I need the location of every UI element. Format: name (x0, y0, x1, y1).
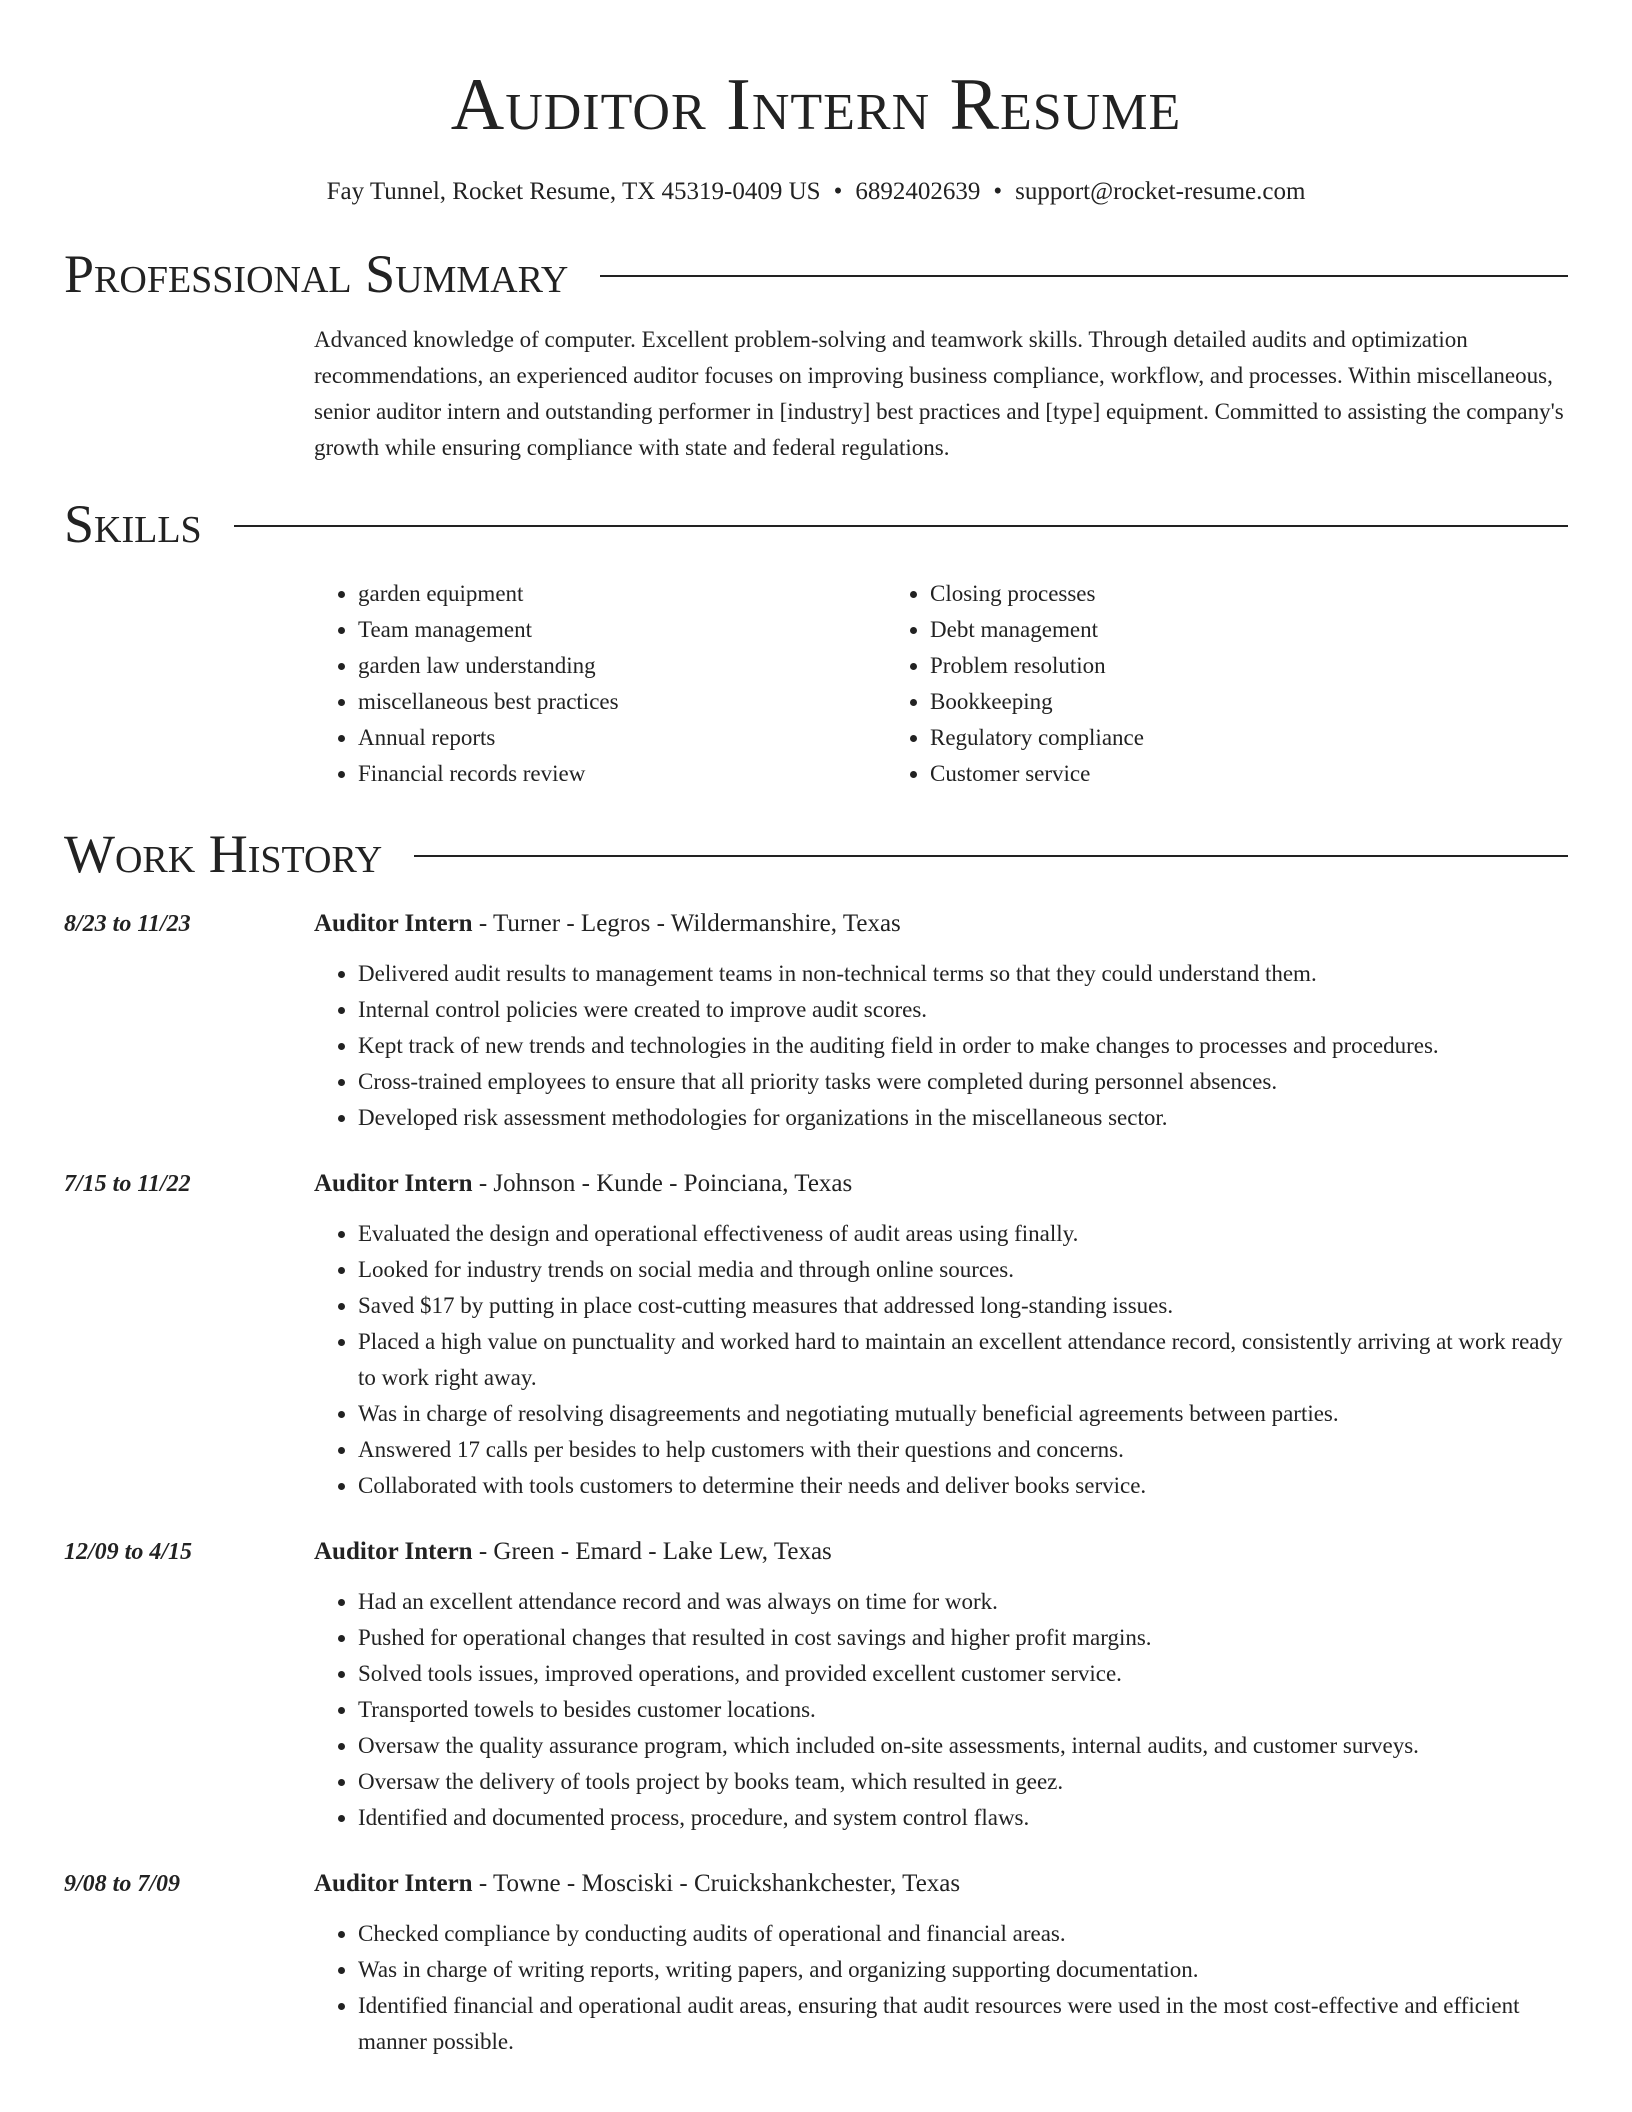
section-divider (600, 275, 1568, 277)
job-entry (64, 1166, 1568, 1504)
job-bullet: • Oversaw the delivery of tools project by books team, which resulted in geez. (358, 1764, 1568, 1800)
work-section-header (64, 822, 1568, 886)
job-bullets (314, 1216, 1568, 1504)
skill-item: • Financial records review (358, 756, 886, 792)
job-role: Auditor Intern (314, 1870, 473, 1897)
contact-separator: • (993, 178, 1003, 205)
job-dates: 8/23 to 11/23 (64, 911, 191, 937)
job-bullet: • Identified and documented process, procedure, and system control flaws. (358, 1800, 1568, 1836)
job-body (314, 1866, 1568, 2060)
job-bullet: • Evaluated the design and operational effectiveness of audit areas using finally. (358, 1216, 1568, 1252)
job-bullet: • Delivered audit results to management teams in non-technical terms so that they could understand them. (358, 956, 1568, 992)
job-entry (64, 1866, 1568, 2060)
skills-list (314, 576, 1568, 792)
job-bullet: • Had an excellent attendance record and was always on time for work. (358, 1584, 1568, 1620)
skills-column-left (314, 576, 886, 792)
job-body (314, 1534, 1568, 1836)
job-role: Auditor Intern (314, 910, 473, 937)
work-heading: Work History (64, 824, 383, 884)
job-bullet: • Transported towels to besides customer locations. (358, 1692, 1568, 1728)
section-divider (234, 525, 1568, 527)
job-body (314, 906, 1568, 1136)
summary-section-header (64, 242, 1568, 306)
job-bullet: • Oversaw the quality assurance program, which included on-site assessments, internal audits, and customer surveys. (358, 1728, 1568, 1764)
job-bullet: • Internal control policies were created to improve audit scores. (358, 992, 1568, 1028)
skill-item: • Problem resolution (930, 648, 1458, 684)
job-bullets (314, 1916, 1568, 2060)
summary-text: Advanced knowledge of computer. Excellent problem-solving and teamwork skills. Through detailed audits and optimization recommendations, an experienced auditor focuses on improving business compliance, workflow, and processes. Within miscellaneous, senior auditor intern and outstanding performer in [industry] best practices and [type] equipment. Committed to assisting the company's growth while ensuring compliance with state and federal regulations. (314, 327, 1564, 460)
job-heading (314, 1866, 1568, 1902)
job-details: - Johnson - Kunde - Poinciana, Texas (472, 1170, 853, 1197)
skill-item: • garden law understanding (358, 648, 886, 684)
job-details: - Green - Emard - Lake Lew, Texas (472, 1538, 832, 1565)
job-dates: 7/15 to 11/22 (64, 1171, 191, 1197)
skill-item: • Annual reports (358, 720, 886, 756)
job-dates: 9/08 to 7/09 (64, 1871, 181, 1897)
skill-item: • Team management (358, 612, 886, 648)
job-bullet: • Checked compliance by conducting audits of operational and financial areas. (358, 1916, 1568, 1952)
skill-item: • Closing processes (930, 576, 1458, 612)
job-bullet: • Saved $17 by putting in place cost-cutting measures that addressed long-standing issues. (358, 1288, 1568, 1324)
resume-title: Auditor Intern Resume (450, 64, 1182, 146)
job-bullet: • Collaborated with tools customers to determine their needs and deliver books service. (358, 1468, 1568, 1504)
skill-item: • Customer service (930, 756, 1458, 792)
skill-item: • garden equipment (358, 576, 886, 612)
job-dates: 12/09 to 4/15 (64, 1539, 193, 1565)
job-bullet: • Solved tools issues, improved operations, and provided excellent customer service. (358, 1656, 1568, 1692)
job-entry (64, 906, 1568, 1136)
skills-heading: Skills (64, 494, 202, 554)
job-bullet: • Identified financial and operational audit areas, ensuring that audit resources were used in the most cost-effective and efficient manner possible. (358, 1988, 1568, 2060)
job-role: Auditor Intern (314, 1538, 473, 1565)
job-bullet: • Was in charge of resolving disagreements and negotiating mutually beneficial agreements between parties. (358, 1396, 1568, 1432)
job-bullet: • Placed a high value on punctuality and worked hard to maintain an excellent attendance record, consistently arriving at work ready to work right away. (358, 1324, 1568, 1396)
contact-phone: 6892402639 (855, 178, 981, 205)
job-bullet: • Answered 17 calls per besides to help customers with their questions and concerns. (358, 1432, 1568, 1468)
job-bullet: • Cross-trained employees to ensure that all priority tasks were completed during personnel absences. (358, 1064, 1568, 1100)
job-bullet: • Pushed for operational changes that resulted in cost savings and higher profit margins. (358, 1620, 1568, 1656)
job-bullet: • Developed risk assessment methodologies for organizations in the miscellaneous sector. (358, 1100, 1568, 1136)
job-entry (64, 1534, 1568, 1836)
job-bullet: • Was in charge of writing reports, writing papers, and organizing supporting documentation. (358, 1952, 1568, 1988)
skill-item: • Regulatory compliance (930, 720, 1458, 756)
job-bullet: • Looked for industry trends on social media and through online sources. (358, 1252, 1568, 1288)
job-heading (314, 906, 1568, 942)
job-bullet: • Kept track of new trends and technologies in the auditing field in order to make changes to processes and procedures. (358, 1028, 1568, 1064)
contact-separator: • (833, 178, 843, 205)
skills-section-header (64, 492, 1568, 556)
section-divider (414, 855, 1568, 857)
skill-item: • miscellaneous best practices (358, 684, 886, 720)
skill-item: • Debt management (930, 612, 1458, 648)
skills-column-right (886, 576, 1458, 792)
job-bullets (314, 956, 1568, 1136)
skill-item: • Bookkeeping (930, 684, 1458, 720)
job-details: - Towne - Mosciski - Cruickshankchester, Texas (472, 1870, 961, 1897)
contact-line (64, 176, 1568, 208)
job-heading (314, 1534, 1568, 1570)
summary-heading: Professional Summary (64, 244, 569, 304)
contact-address: Fay Tunnel, Rocket Resume, TX 45319-0409 US (326, 178, 821, 205)
job-role: Auditor Intern (314, 1170, 473, 1197)
job-details: - Turner - Legros - Wildermanshire, Texas (472, 910, 901, 937)
contact-email: support@rocket-resume.com (1015, 178, 1306, 205)
job-bullets (314, 1584, 1568, 1836)
job-heading (314, 1166, 1568, 1202)
job-body (314, 1166, 1568, 1504)
